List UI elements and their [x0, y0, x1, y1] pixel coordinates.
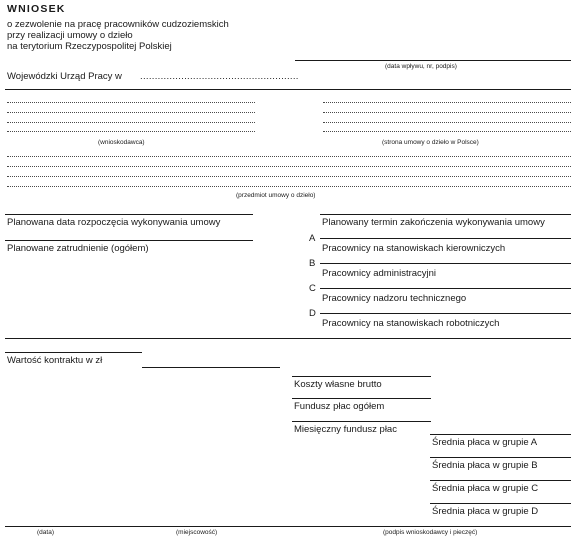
- group-c-line[interactable]: [320, 288, 571, 289]
- group-b-label: Pracownicy administracyjni: [322, 268, 437, 279]
- applicant-line-2[interactable]: [7, 112, 255, 113]
- end-date-line[interactable]: [320, 214, 571, 215]
- form-subtitle-line-1: o zezwolenie na pracę pracowników cudzoziemskich: [7, 19, 229, 30]
- counterparty-line-4[interactable]: [323, 131, 571, 132]
- signature-caption: (podpis wnioskodawcy i pieczęć): [383, 529, 478, 536]
- footer-line[interactable]: [5, 526, 571, 527]
- group-a-label: Pracownicy na stanowiskach kierowniczych: [322, 243, 506, 254]
- group-a-line[interactable]: [320, 238, 571, 239]
- payroll-total-label: Fundusz płac ogółem: [294, 401, 385, 412]
- receipt-caption: (data wpływu, nr, podpis): [385, 63, 457, 70]
- counterparty-line-1[interactable]: [323, 102, 571, 103]
- avg-pay-b-line[interactable]: [430, 457, 571, 458]
- subject-line-1[interactable]: [7, 156, 571, 157]
- group-b-letter: B: [309, 258, 316, 269]
- group-d-label: Pracownicy na stanowiskach robotniczych: [322, 318, 500, 329]
- avg-pay-a-label: Średnia płaca w grupie A: [432, 437, 538, 448]
- subject-line-4[interactable]: [7, 186, 571, 187]
- group-a-letter: A: [309, 233, 316, 244]
- applicant-line-4[interactable]: [7, 131, 255, 132]
- divider: [5, 338, 571, 339]
- own-costs-label: Koszty własne brutto: [294, 379, 382, 390]
- monthly-payroll-line[interactable]: [292, 421, 431, 422]
- start-date-label: Planowana data rozpoczęcia wykonywania umowy: [7, 217, 221, 228]
- group-d-letter: D: [309, 308, 316, 319]
- avg-pay-d-line[interactable]: [430, 503, 571, 504]
- contract-value-line[interactable]: [142, 367, 280, 368]
- subject-caption: (przedmiot umowy o dzieło): [236, 192, 316, 199]
- employment-label: Planowane zatrudnienie (ogółem): [7, 243, 149, 254]
- form-subtitle-line-2: przy realizacji umowy o dzieło: [7, 30, 133, 41]
- office-dots[interactable]: ......................................................: [140, 71, 299, 82]
- avg-pay-b-label: Średnia płaca w grupie B: [432, 460, 538, 471]
- place-caption: (miejscowość): [176, 529, 218, 536]
- contract-value-label: Wartość kontraktu w zł: [7, 355, 103, 366]
- receipt-line[interactable]: [295, 60, 571, 61]
- avg-pay-c-line[interactable]: [430, 480, 571, 481]
- applicant-caption: (wnioskodawca): [98, 139, 145, 146]
- monthly-payroll-label: Miesięczny fundusz płac: [294, 424, 397, 435]
- avg-pay-d-label: Średnia płaca w grupie D: [432, 506, 539, 517]
- group-c-label: Pracownicy nadzoru technicznego: [322, 293, 467, 304]
- end-date-label: Planowany termin zakończenia wykonywania umowy: [322, 217, 545, 228]
- avg-pay-a-line[interactable]: [430, 434, 571, 435]
- own-costs-line[interactable]: [292, 376, 431, 377]
- counterparty-line-3[interactable]: [323, 122, 571, 123]
- office-label: Wojewódzki Urząd Pracy w: [7, 71, 122, 82]
- group-d-line[interactable]: [320, 313, 571, 314]
- payroll-total-line[interactable]: [292, 398, 431, 399]
- start-date-line[interactable]: [5, 214, 253, 215]
- subject-line-2[interactable]: [7, 166, 571, 167]
- applicant-line-1[interactable]: [7, 102, 255, 103]
- applicant-line-3[interactable]: [7, 122, 255, 123]
- form-subtitle-line-3: na terytorium Rzeczypospolitej Polskiej: [7, 41, 172, 52]
- group-c-letter: C: [309, 283, 316, 294]
- group-b-line[interactable]: [320, 263, 571, 264]
- counterparty-line-2[interactable]: [323, 112, 571, 113]
- divider: [5, 89, 571, 90]
- counterparty-caption: (strona umowy o dzieło w Polsce): [382, 139, 479, 146]
- date-caption: (data): [37, 529, 54, 536]
- subject-line-3[interactable]: [7, 176, 571, 177]
- form-title: WNIOSEK: [7, 3, 66, 15]
- contract-value-top-line: [5, 352, 142, 353]
- avg-pay-c-label: Średnia płaca w grupie C: [432, 483, 539, 494]
- employment-line[interactable]: [5, 240, 253, 241]
